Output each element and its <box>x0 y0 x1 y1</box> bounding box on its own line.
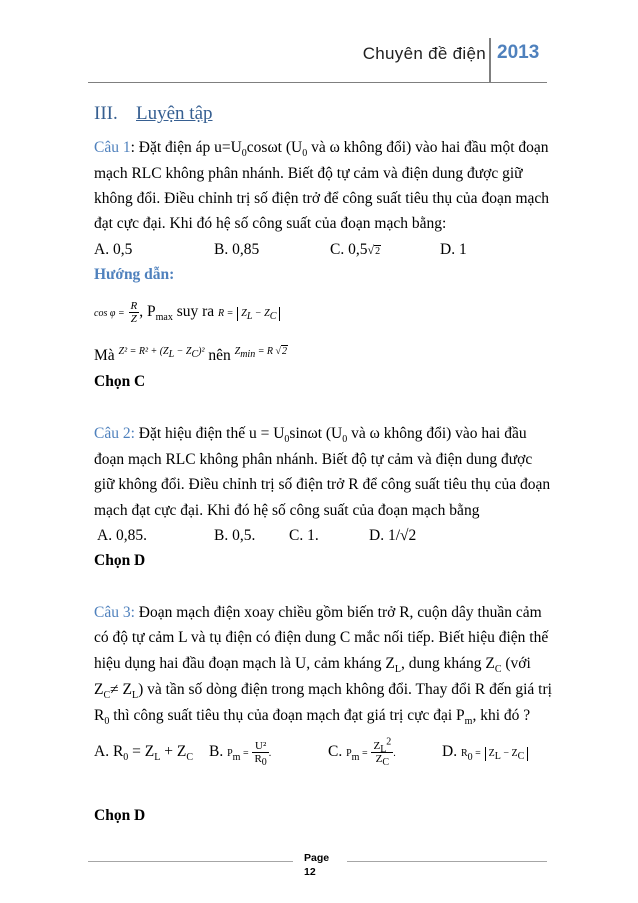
q2-option-c: C. 1. <box>289 527 319 544</box>
q1-line-3: không đổi. Điều chỉnh trị số điện trở để công suất tiêu thụ của đoạn mạch <box>94 190 550 207</box>
q1-formula-2: Mà $^{Z^2 = R^2 + (Z_L - Z_C)^2}$ nên $^{Z_{min} = R √2}$ <box>94 346 288 364</box>
q1-guide-heading: Hướng dẫn: <box>94 266 175 283</box>
q2-option-d: D. 1/√2 <box>369 527 417 544</box>
q3-answer: Chọn D <box>94 807 146 824</box>
q3-line-5: $R_0$ thì công suất tiêu thụ của đoạn mạch đạt giá trị cực đại $P_m$, khi đó ? <box>94 707 531 728</box>
section-heading <box>94 103 213 125</box>
q1-option-d: D. 1 <box>440 241 467 258</box>
footer-rule-left <box>88 861 293 862</box>
q1-fraction-r-over-z: $\frac{R}{Z}$ <box>130 299 138 325</box>
q1-answer: Chọn C <box>94 373 146 390</box>
q3-option-b: B. $P_m$ = $\frac{\text{U²}}{R_0}$ . <box>209 739 272 769</box>
q3-line-2: có độ tự cảm L và tụ điện có điện dung C mắc nối tiếp. Biết hiệu điện thế <box>94 629 549 646</box>
q1-line-4: đạt cực đại. Khi đó hệ số công suất của đoạn mạch bằng: <box>94 215 447 232</box>
q3-fraction-c: $\frac{Z_L^2}{Z_C}$ <box>373 736 392 769</box>
q3-line-3: hiệu dụng hai đầu đoạn mạch là U, cảm kháng $Z_L$, dung kháng $Z_C$ (với <box>94 655 531 676</box>
section-title: Luyện tập <box>136 103 213 124</box>
footer-page-label: Page <box>304 852 330 864</box>
q1-line-1: Câu 1: Đặt điện áp $u=U_0\cos\omega t$ ($U_0$ và ω không đổi) vào hai đầu một đoạn <box>94 139 549 160</box>
q2-line-2: đoạn mạch RLC không phân nhánh. Biết độ tự cảm và điện dung được <box>94 451 533 468</box>
header-title: Chuyên đề điện <box>362 44 486 63</box>
header-divider <box>489 38 491 82</box>
q2-answer: Chọn D <box>94 552 146 569</box>
q1-line-2: mạch RLC không phân nhánh. Biết độ tự cảm và điện dung được giữ <box>94 165 523 182</box>
q3-line-1: Câu 3: Đoạn mạch điện xoay chiều gồm biến trở R, cuộn dây thuần cảm <box>94 604 542 621</box>
footer-page-number: 12 <box>304 866 316 878</box>
q1-option-b: B. 0,85 <box>214 241 260 258</box>
section-number: III. <box>94 103 118 124</box>
q1-option-c: C. 0,5√2 <box>330 241 381 258</box>
q2-label: Câu 2: <box>94 425 135 442</box>
q1-formula-1: cos φ = $\frac{R}{Z}$ , $P_{max}$ suy ra $R = Z_L - Z_C$ <box>94 297 280 329</box>
q2-line-4: mạch đạt cực đại. Khi đó hệ số công suất của đoạn mạch bằng <box>94 502 480 519</box>
q3-option-d: D. $R_0 = Z_L - Z_C$ <box>442 734 528 772</box>
q2-line-1: Câu 2: Đặt hiệu điện thế $u = U_0\sin\omega t$ ($U_0$ và ω không đổi) vào hai đầu <box>94 425 527 446</box>
q2-line-3: giữ không đổi. Điều chỉnh trị số điện trở R để công suất tiêu thụ của đoạn <box>94 476 551 493</box>
q2-option-b: B. 0,5. <box>214 527 256 544</box>
footer-page <box>304 851 329 879</box>
q3-line-4: $Z_C\ne Z_L$) và tần số dòng điện trong mạch không đổi. Thay đổi R đến giá trị <box>94 681 552 702</box>
q2-option-a: A. 0,85. <box>97 527 147 544</box>
q1-label: Câu 1 <box>94 139 131 156</box>
q3-option-a: A. $R_0 = Z_L + Z_C$ <box>94 743 194 764</box>
q3-label: Câu 3: <box>94 604 135 621</box>
q3-fraction-b: $\frac{\text{U²}}{R_0}$ <box>254 739 267 769</box>
header-rule <box>88 82 547 83</box>
q1-option-a: A. 0,5 <box>94 241 133 258</box>
q3-option-c: C. $P_m$ = $\frac{Z_L^2}{Z_C}$ . <box>328 736 396 769</box>
footer-rule-right <box>347 861 547 862</box>
header-year: 2013 <box>497 42 540 63</box>
